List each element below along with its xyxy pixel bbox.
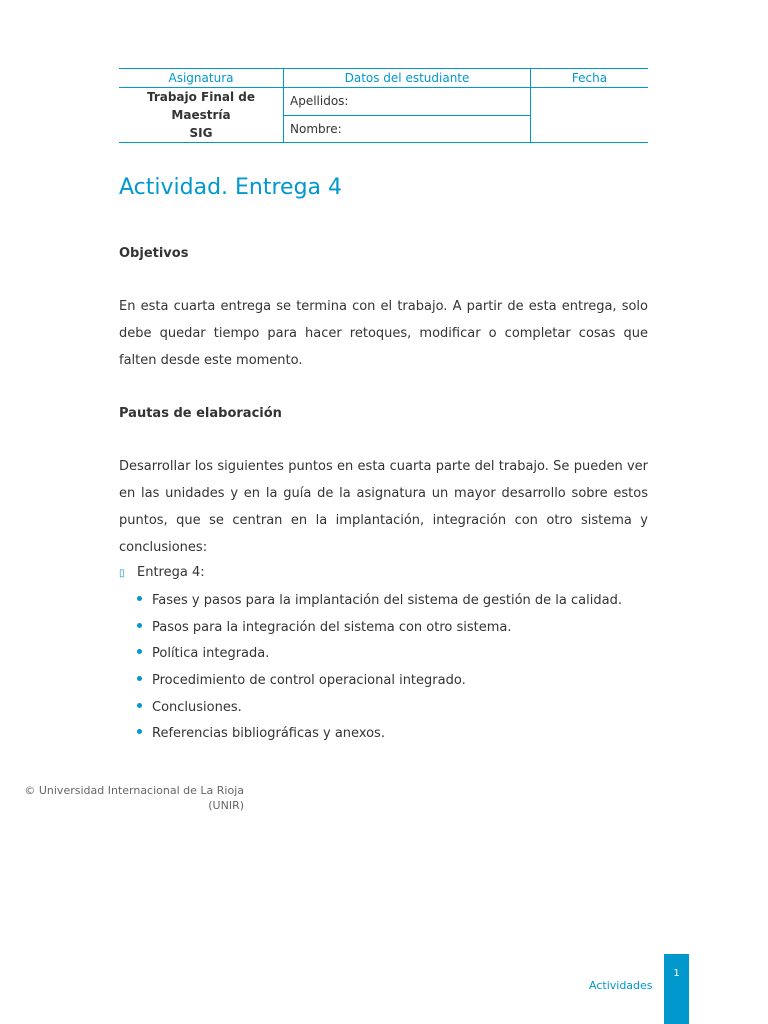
bullet-dot-icon [137,623,142,628]
box-glyph-icon: ▯ [119,568,125,579]
subject-cell [119,88,284,143]
delivery-list-header [119,565,205,580]
guidelines-paragraph: Desarrollar los siguientes puntos en esta cuarta parte del trabajo. Se pueden ver en las unidades y en la guía de la asignatura un mayor desarrollo sobre estos puntos, que se centran en la implantación, integración con otro sistema y conclusiones: [119,459,648,555]
surname-field[interactable]: Apellidos: [284,88,531,116]
list-item: Pasos para la integración del sistema con otro sistema. [137,615,622,642]
objectives-heading: Objetivos [119,246,189,261]
subject-line-2: SIG [189,126,213,140]
list-item: Referencias bibliográficas y anexos. [137,721,622,748]
guidelines-heading: Pautas de elaboración [119,406,282,421]
objectives-paragraph: En esta cuarta entrega se termina con el trabajo. A partir de esta entrega, solo debe quedar tiempo para hacer retoques, modificar o completar cosas que falten desde este momento. [119,299,648,368]
col-subject-header: Asignatura [119,69,284,88]
bullet-dot-icon [137,729,142,734]
date-field[interactable] [531,88,649,143]
footer-org-line-2: (UNIR) [208,799,244,812]
bullet-dot-icon [137,703,142,708]
list-item: Conclusiones. [137,695,622,722]
footer-organization [24,783,244,813]
list-item: Procedimiento de control operacional integrado. [137,668,622,695]
delivery-items-list [137,588,622,748]
subject-line-1: Trabajo Final de Maestría [146,90,256,122]
list-item: Política integrada. [137,641,622,668]
col-date-header: Fecha [531,69,649,88]
page-number-tab [664,954,689,1024]
bullet-dot-icon [137,596,142,601]
bullet-dot-icon [137,676,142,681]
col-student-header: Datos del estudiante [284,69,531,88]
list-item: Fases y pasos para la implantación del sistema de gestión de la calidad. [137,588,622,615]
header-table [119,68,648,143]
bullet-dot-icon [137,649,142,654]
footer-section-label: Actividades [589,979,653,992]
page-number: 1 [673,968,680,979]
footer-org-line-1: © Universidad Internacional de La Rioja [24,784,244,797]
name-field[interactable]: Nombre: [284,115,531,143]
page-title: Actividad. Entrega 4 [119,175,343,200]
delivery-list-title: Entrega 4: [137,565,205,580]
